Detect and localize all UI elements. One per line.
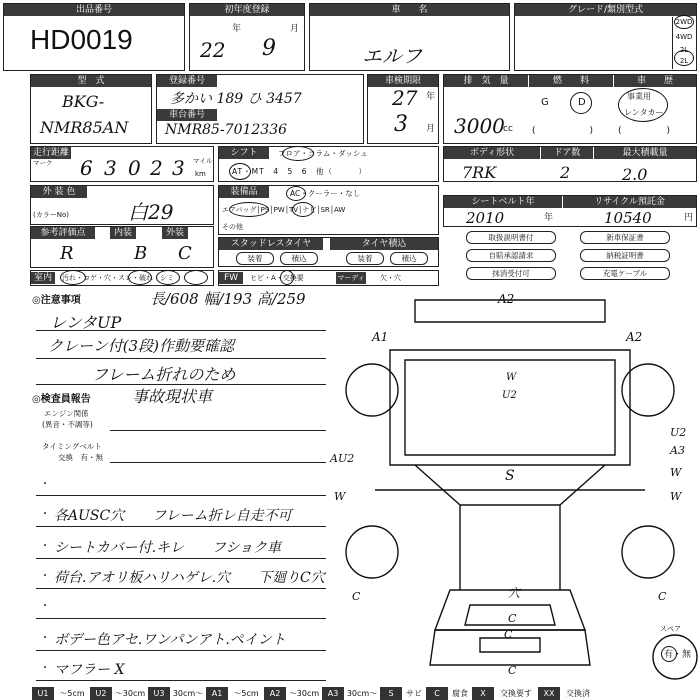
usage-circle xyxy=(618,88,668,122)
recycle-label: リサイクル預託金 xyxy=(563,196,696,208)
marker-w-bed: W xyxy=(506,372,517,383)
mileage-digit-3: 0 xyxy=(128,156,141,180)
marker-c-left: C xyxy=(352,590,361,603)
reg-no-label: 登録番号 xyxy=(157,75,217,87)
studless-loaded: 積込 xyxy=(280,252,318,265)
fw-opts: ヒビ・A・交換要 xyxy=(250,274,304,282)
report-line-2 xyxy=(36,558,326,559)
dimensions: 長/608 幅/193 高/259 xyxy=(150,290,306,308)
mileage-mark: マーク xyxy=(33,159,53,167)
shift-label: シフト xyxy=(219,147,269,159)
studless-label: スタッドレスタイヤ xyxy=(219,238,323,250)
marker-a2-top: A2 xyxy=(498,292,515,306)
model-label: 型 式 xyxy=(31,75,151,87)
legend-code-a3: A3 xyxy=(322,687,344,700)
reg-no: 多かい 189 ひ 3457 xyxy=(170,91,302,107)
doc-manual: 取扱説明書付 xyxy=(466,231,556,244)
engine-sub: (異音・不調等) xyxy=(42,420,93,429)
doors-label: ドア数 xyxy=(541,147,593,159)
report-bullet-6: ・ xyxy=(40,663,50,674)
inspector-report-label: ◎検査員報告 xyxy=(32,394,91,405)
displacement-unit: cc xyxy=(503,124,513,134)
interior-stain-circle xyxy=(184,270,208,285)
marker-hole: 穴 xyxy=(508,586,521,600)
interior-condition-label: 室内 xyxy=(31,272,55,284)
report-bullet-5: ・ xyxy=(40,633,50,644)
report-line-4 xyxy=(36,618,326,619)
mileage-unit-km: km xyxy=(195,170,206,178)
engine-label: エンジン関係 xyxy=(44,409,89,418)
drive-2wd-circle xyxy=(674,15,694,29)
drive-2wd: 2WD xyxy=(675,18,693,26)
report-bullet-4: ・ xyxy=(40,601,50,612)
frame-right xyxy=(560,465,605,590)
shift-other: 他 xyxy=(316,167,325,176)
equip-pw-circle xyxy=(292,202,317,217)
usage-paren: ( ) xyxy=(618,126,671,136)
report-text-6: マフラー X xyxy=(54,662,125,678)
usage-rental: レンタカー xyxy=(624,108,664,117)
legend-code-a1: A1 xyxy=(206,687,228,700)
body: 7RK xyxy=(462,163,497,182)
report-line-5 xyxy=(36,650,326,651)
model-code: BKG- xyxy=(62,92,105,111)
inspection-year-unit: 年 xyxy=(426,92,436,102)
report-bullet-1: ・ xyxy=(40,509,50,520)
fw-label: FW xyxy=(219,272,243,284)
exterior-score: C xyxy=(178,243,192,264)
equip-cooler: クーラー xyxy=(307,189,338,198)
color: 白29 xyxy=(128,200,174,224)
shift-4: 4 xyxy=(273,167,279,176)
legend-desc-xx: 交換済 xyxy=(560,687,596,700)
capacity-label: 最大積載量 xyxy=(594,147,696,159)
shift-floor: フロア xyxy=(278,149,301,158)
doc-cable: 充電ケーブル xyxy=(580,267,670,280)
shift-at-circle xyxy=(229,163,251,180)
legend-code-u1: U1 xyxy=(32,687,54,700)
legend-desc-c: 腐食 xyxy=(448,687,472,700)
report-bullet-0: ・ xyxy=(40,479,50,490)
equip-none: なし xyxy=(345,189,361,198)
timing-opts: 交換 有・無 xyxy=(58,453,103,462)
report-text-5: ボデー色アセ.ワンパンアト.ペイント xyxy=(54,632,286,648)
model-full: NMR85AN xyxy=(40,118,129,137)
shift-opts: フロア・コラム・ダッシュ xyxy=(278,149,368,158)
legend-desc-a3: 30cm～ xyxy=(344,687,380,700)
caution-line-2 xyxy=(36,358,326,359)
recycle: 10540 xyxy=(604,209,652,227)
marker-c-bumper: C xyxy=(508,664,517,677)
legend-code-u2: U2 xyxy=(90,687,112,700)
usage-business: 事業用 xyxy=(627,92,651,101)
shift-column: コラム xyxy=(308,149,331,158)
drive-2l-b: 2L xyxy=(679,57,689,65)
seatbelt-unit: 年 xyxy=(544,213,554,223)
mark-label: マーディ xyxy=(337,274,365,282)
displacement: 3000 xyxy=(454,114,505,138)
truck-diagram xyxy=(330,290,700,686)
shift-dash: ダッシュ xyxy=(337,149,368,158)
studless-mounted: 装着 xyxy=(236,252,274,265)
first-reg-month: 9 xyxy=(262,36,276,61)
legend-desc-a1: ～5cm xyxy=(228,687,264,700)
car-name-label: 車 名 xyxy=(310,4,509,16)
spare-opts: 有・無 xyxy=(664,650,692,660)
marker-au2: AU2 xyxy=(330,452,355,465)
chassis-no: NMR85-7012336 xyxy=(165,122,288,138)
chassis-label: 車台番号 xyxy=(157,109,217,121)
spare-tire-label: タイヤ積込 xyxy=(330,238,438,250)
equip-row-1: AC・クーラー・なし xyxy=(290,189,361,198)
equip-airbag: エアバッグ xyxy=(222,206,257,214)
equip-aw: AW xyxy=(333,206,346,214)
engine-line xyxy=(110,430,326,431)
fw-crack: ヒビ xyxy=(250,274,264,282)
legend-code-xx: XX xyxy=(538,687,560,700)
mark-opts: 欠・穴 xyxy=(380,274,401,282)
legend-desc-x: 交換要す xyxy=(494,687,538,700)
equip-ps: PS xyxy=(260,206,270,214)
color-label: 外 装 色 xyxy=(31,186,87,198)
legend-code-u3: U3 xyxy=(148,687,170,700)
fw-replace: 交換要 xyxy=(282,274,304,282)
recycle-unit: 円 xyxy=(684,213,694,223)
equip-pw: PW xyxy=(273,206,285,214)
doors: 2 xyxy=(560,163,571,182)
interior-dirt-circle xyxy=(60,270,86,285)
spare-no: 無 xyxy=(682,650,692,660)
interior-dirt: 汚れ xyxy=(62,274,76,282)
wheel-front-left xyxy=(346,526,398,578)
legend-desc-a2: ～30cm xyxy=(286,687,322,700)
marker-c-grille: C xyxy=(504,628,513,641)
spare-tire-mounted: 装着 xyxy=(346,252,384,265)
caution-text-1: レンタUP xyxy=(50,313,122,332)
interior-scuff-circle xyxy=(128,270,152,285)
doc-tax: 納税証明書 xyxy=(580,249,670,262)
capacity: 2.0 xyxy=(622,165,648,184)
shift-types: AT・MT 4 5 6 他（ ） xyxy=(232,167,368,176)
spare-label: スペア xyxy=(660,625,681,633)
mileage-digit-2: 3 xyxy=(104,156,117,180)
doc-deregister: 抹消受付可 xyxy=(466,267,556,280)
caution-text-2: クレーン付(3段)作動要確認 xyxy=(48,337,234,355)
inspection-month-unit: 月 xyxy=(426,124,436,134)
ref-score-label: 参考評価点 xyxy=(31,227,95,239)
legend-code-s: S xyxy=(380,687,402,700)
shift-6: 6 xyxy=(301,167,308,176)
usage-label: 車 歴 xyxy=(614,75,696,87)
legend-code-a2: A2 xyxy=(264,687,286,700)
spare-tire-loaded: 積込 xyxy=(390,252,428,265)
interior-condition-opts: 汚れ・コゲ・穴・スレ・破れ・シミ xyxy=(62,274,174,282)
timing-label: タイミングベルト xyxy=(42,442,102,451)
drive-2l-a: 2L xyxy=(679,46,689,54)
displacement-label: 排 気 量 xyxy=(444,75,528,87)
equip-tv: TV xyxy=(288,206,299,214)
fuel-d-circle xyxy=(570,92,592,114)
mileage-label: 走行距離 xyxy=(32,148,69,158)
seatbelt-label: シートベルト年 xyxy=(444,196,562,208)
ref-score: R xyxy=(60,243,74,264)
marker-w-right-2: W xyxy=(670,490,682,503)
mileage-digit-5: 3 xyxy=(172,156,185,180)
frame-left xyxy=(415,465,460,590)
equip-ac-circle xyxy=(286,186,306,201)
mileage-digit-4: 2 xyxy=(150,156,163,180)
spare-yes: 有 xyxy=(664,650,674,660)
interior-score: B xyxy=(134,243,148,264)
legend-code-x: X xyxy=(472,687,494,700)
drive-2l-circle xyxy=(674,50,694,66)
first-reg-year: 22 xyxy=(200,38,226,62)
legend-desc-u2: ～30cm xyxy=(112,687,148,700)
report-line-6 xyxy=(36,680,326,681)
report-bullet-2: ・ xyxy=(40,541,50,552)
equipment-label: 装備品 xyxy=(219,186,269,198)
body-label: ボディ形状 xyxy=(444,147,540,159)
inspection-label: 車検期限 xyxy=(368,75,438,87)
equip-other: その他 xyxy=(222,223,243,231)
marker-c-cab: C xyxy=(508,612,517,625)
car-name: エルフ xyxy=(362,44,422,68)
fuel-g: G xyxy=(541,97,549,108)
report-bullet-3: ・ xyxy=(40,571,50,582)
report-text-1: 各AUSC穴 フレーム折レ自走不可 xyxy=(54,508,292,524)
caution-text-3: フレーム折れのため xyxy=(92,365,236,384)
report-text-3: 荷台.アオリ板ハリハゲレ.穴 下廻りC穴 xyxy=(54,570,325,586)
lot-number: HD0019 xyxy=(30,24,133,55)
interior-score-label: 内装 xyxy=(110,227,136,239)
fw-a: A xyxy=(271,274,276,282)
marker-s: S xyxy=(505,468,515,484)
lot-number-label: 出品番号 xyxy=(4,4,184,16)
legend-desc-u1: ～5cm xyxy=(54,687,90,700)
marker-a1: A1 xyxy=(372,330,389,344)
first-reg-month-unit: 月 xyxy=(290,24,300,34)
equip-airbag-circle xyxy=(229,202,269,217)
report-line-0 xyxy=(36,495,326,496)
shift-mt: MT xyxy=(251,167,265,176)
caution-label: ◎注意事項 xyxy=(32,295,81,306)
marker-a2-right: A2 xyxy=(626,330,643,344)
shift-floor-circle xyxy=(282,146,314,161)
first-registration-label: 初年度登録 xyxy=(190,4,304,16)
doc-insurance: 自賠承認請求 xyxy=(466,249,556,262)
mileage-unit-mile: マイル xyxy=(193,157,213,165)
inspection-month: 3 xyxy=(394,112,408,137)
first-reg-year-unit: 年 xyxy=(232,24,242,34)
spare-yes-circle xyxy=(661,646,677,662)
grade-label: グレード/類別型式 xyxy=(515,4,696,16)
fuel-d: D xyxy=(578,97,586,108)
seatbelt: 2010 xyxy=(466,209,505,227)
caution-text-4: 事故現状車 xyxy=(132,387,213,406)
equip-row-2: エアバッグ│PS│PW│TV│ナビ│SR│AW xyxy=(222,206,346,214)
report-line-3 xyxy=(36,588,326,589)
marker-a3-right: A3 xyxy=(670,444,685,457)
legend-code-c: C xyxy=(426,687,448,700)
interior-burn: コゲ・穴 xyxy=(83,274,111,282)
doc-warranty: 新車保証書 xyxy=(580,231,670,244)
report-text-2: シートカバー付.キレ フショク車 xyxy=(54,540,282,556)
shift-5: 5 xyxy=(287,167,294,176)
interior-scuff: スレ xyxy=(118,274,132,282)
marker-u2-bed: U2 xyxy=(502,390,517,401)
marker-w-right-1: W xyxy=(670,466,682,479)
exterior-score-label: 外装 xyxy=(162,227,188,239)
equip-sr: SR xyxy=(320,206,330,214)
shift-at: AT xyxy=(232,167,244,176)
legend-desc-s: サビ xyxy=(402,687,426,700)
interior-tear: 破れ xyxy=(139,274,153,282)
fuel-paren: ( ) xyxy=(532,126,594,136)
inspection-year: 27 xyxy=(392,86,418,110)
interior-stain: シミ xyxy=(160,274,174,282)
drive-4wd: 4WD xyxy=(675,33,693,41)
mileage-digit-1: 6 xyxy=(80,156,93,180)
equip-navi: ナビ xyxy=(302,206,317,214)
marker-u2-right: U2 xyxy=(670,426,687,439)
color-sub: (カラーNo) xyxy=(33,211,69,219)
fuel-label: 燃 料 xyxy=(529,75,613,87)
fw-a-circle xyxy=(280,270,294,285)
timing-line xyxy=(110,462,326,463)
interior-tear-circle xyxy=(156,270,180,285)
legend-desc-u3: 30cm～ xyxy=(170,687,206,700)
equip-ac: AC xyxy=(290,189,301,198)
marker-w-left: W xyxy=(334,490,346,503)
cargo-bed xyxy=(390,350,630,465)
report-line-1 xyxy=(36,526,326,527)
marker-c-right: C xyxy=(658,590,667,603)
wheel-front-right xyxy=(622,526,674,578)
